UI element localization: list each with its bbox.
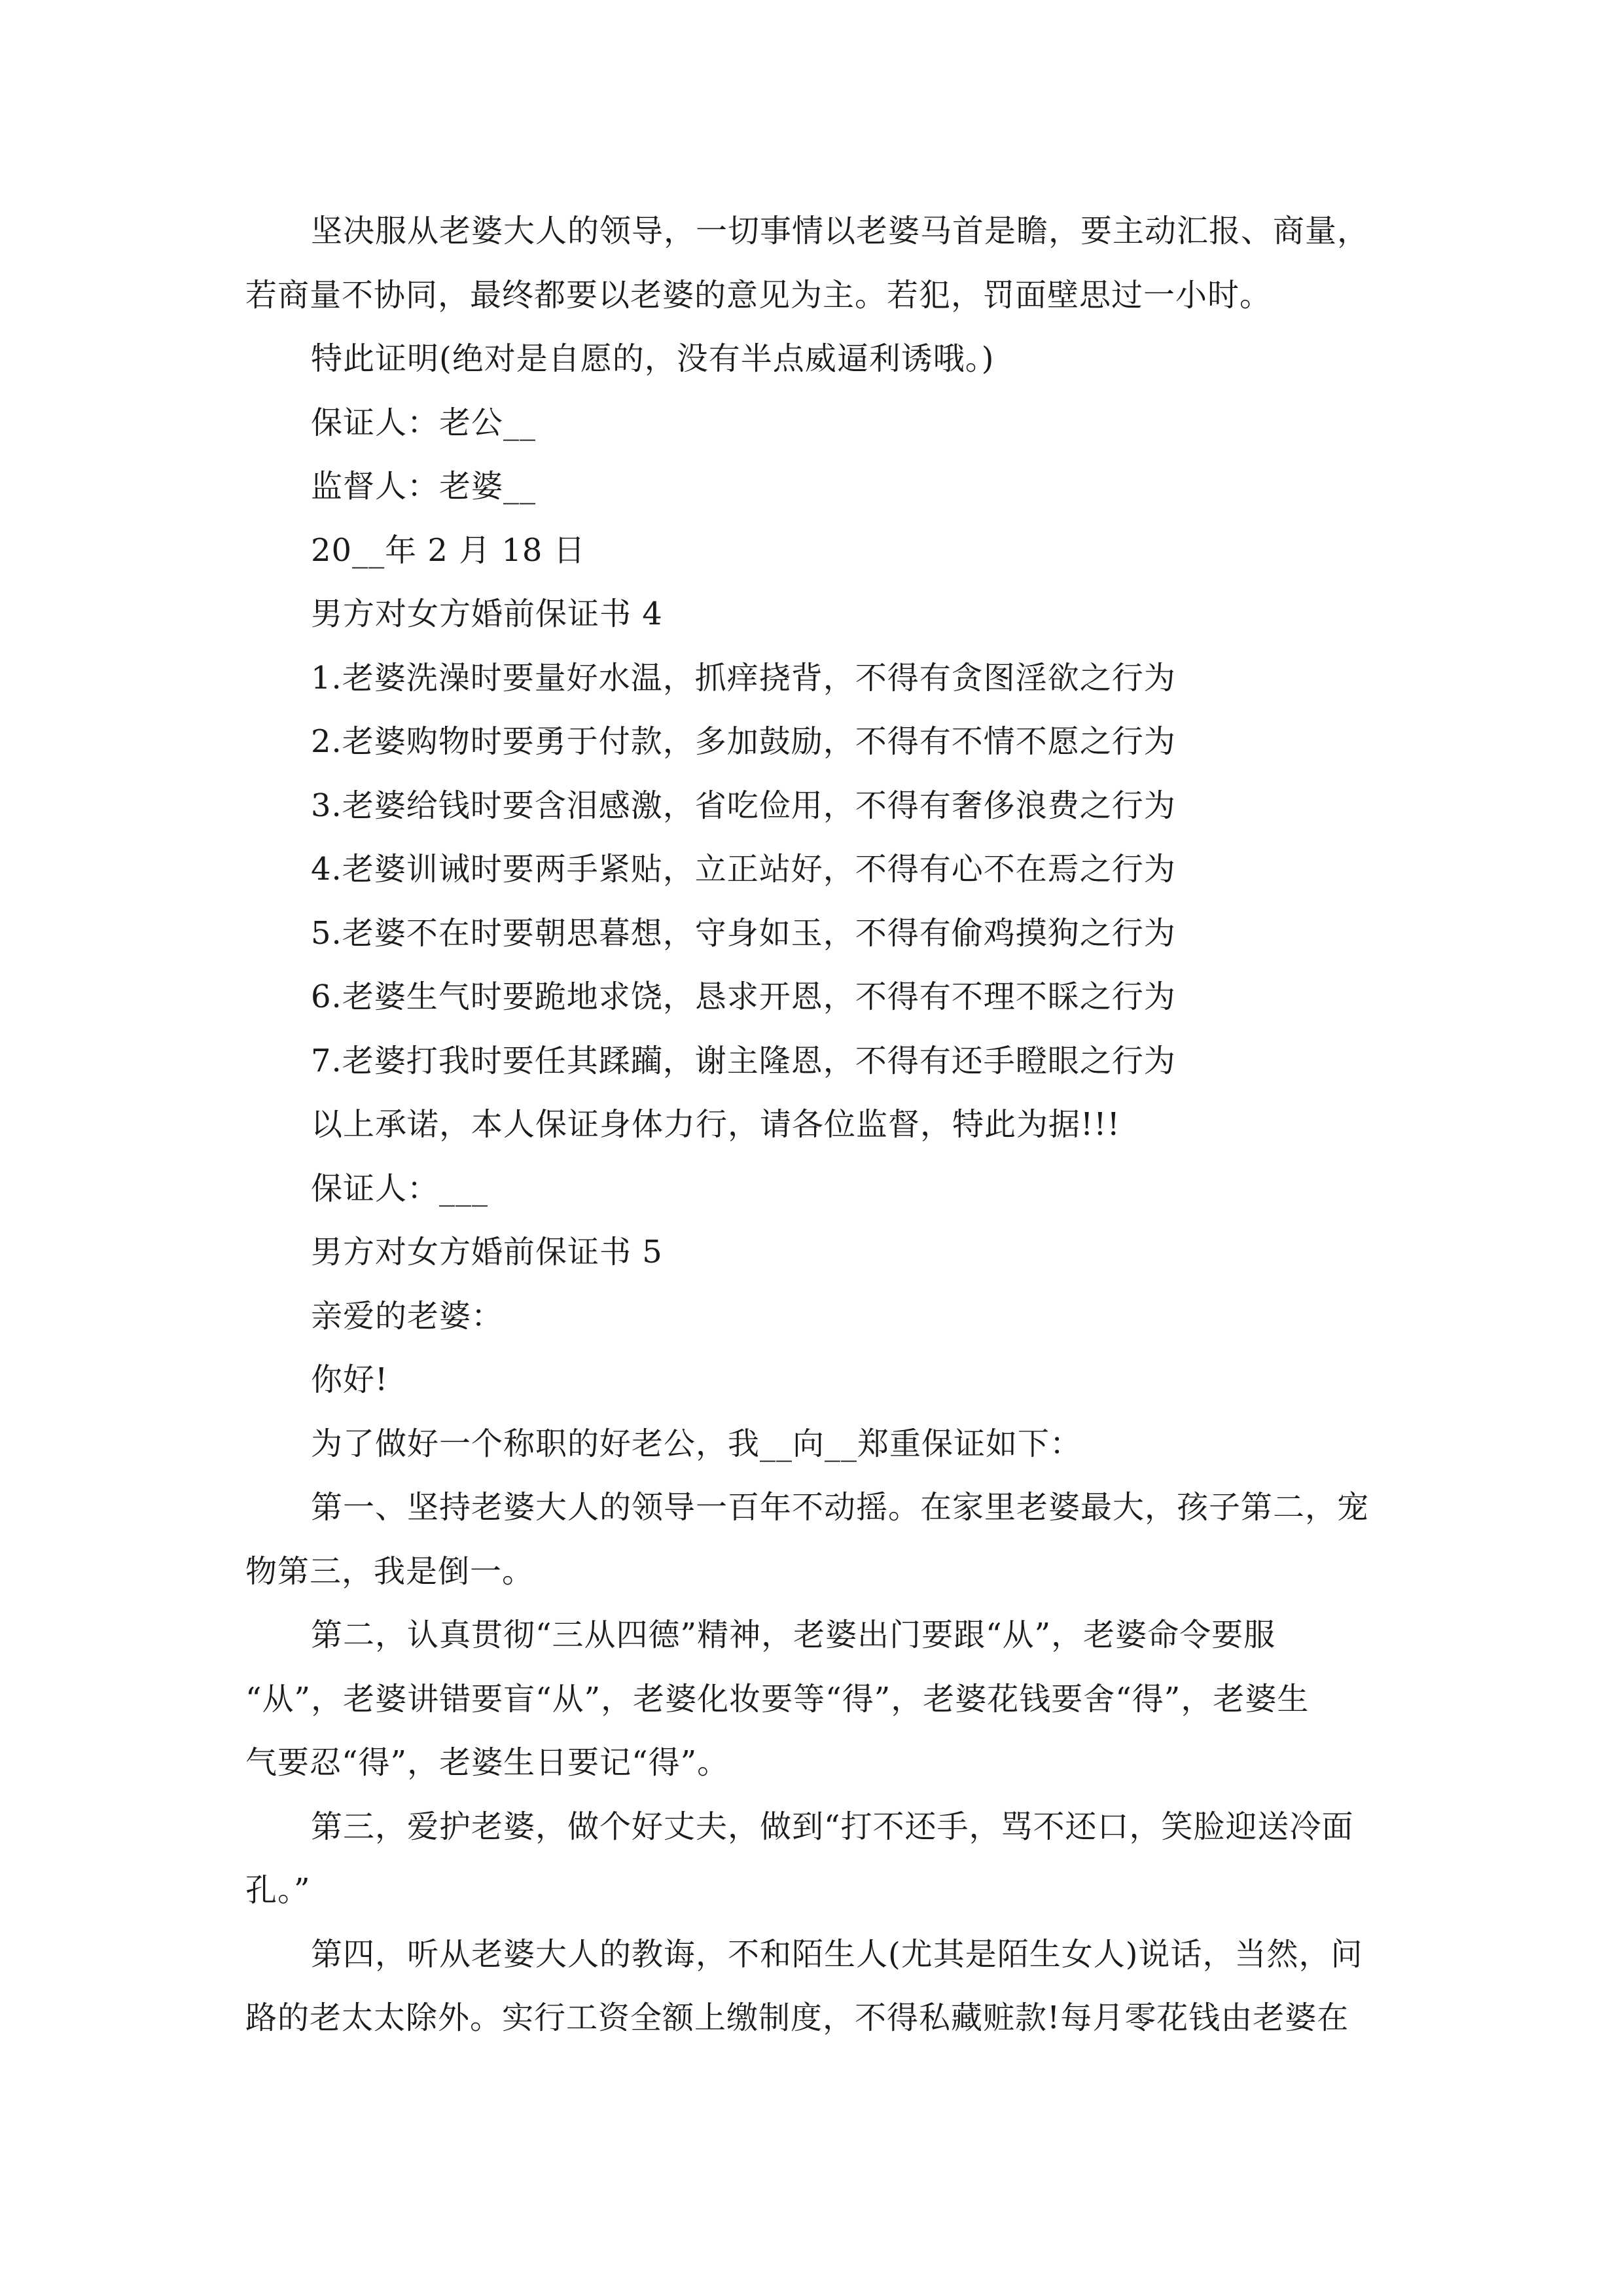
paragraph-line: 第一、坚持老婆大人的领导一百年不动摇。在家里老婆最大，孩子第二，宠 (311, 1489, 1370, 1526)
paragraph-line: 特此证明(绝对是自愿的，没有半点威逼利诱哦。) (311, 340, 995, 377)
paragraph-line: 第四，听从老婆大人的教诲，不和陌生人(尤其是陌生女人)说话，当然，问 (311, 1935, 1363, 1973)
paragraph-line: 路的老太太除外。实行工资全额上缴制度，不得私藏赃款!每月零花钱由老婆在 (245, 2000, 1349, 2036)
section-title: 男方对女方婚前保证书 5 (311, 1234, 663, 1270)
paragraph-line: 以上承诺，本人保证身体力行，请各位监督，特此为据!!! (311, 1106, 1120, 1143)
list-item: 1.老婆洗澡时要量好水温，抓痒挠背，不得有贪图淫欲之行为 (311, 659, 1176, 696)
supervisor-line: 监督人：老婆__ (311, 468, 537, 505)
section-title: 男方对女方婚前保证书 4 (311, 596, 663, 632)
list-item: 5.老婆不在时要朝思暮想，守身如玉，不得有偷鸡摸狗之行为 (311, 914, 1176, 952)
document-body (245, 200, 1378, 2051)
paragraph-line: 若商量不协同，最终都要以老婆的意见为主。若犯，罚面壁思过一小时。 (245, 276, 1272, 314)
date-line: 20__年 2 月 18 日 (311, 531, 586, 569)
paragraph-line: 第三，爱护老婆，做个好丈夫，做到“打不还手，骂不还口，笑脸迎送冷面 (311, 1808, 1354, 1845)
guarantor-line: 保证人：老公__ (311, 404, 537, 441)
list-item: 6.老婆生气时要跪地求饶，恳求开恩，不得有不理不睬之行为 (311, 978, 1176, 1015)
list-item: 3.老婆给钱时要含泪感激，省吃俭用，不得有奢侈浪费之行为 (311, 787, 1176, 824)
list-item: 7.老婆打我时要任其蹂躏，谢主隆恩，不得有还手瞪眼之行为 (311, 1042, 1176, 1079)
paragraph-line: 第二，认真贯彻“三从四德”精神，老婆出门要跟“从”，老婆命令要服 (311, 1617, 1276, 1653)
greeting: 你好! (311, 1361, 389, 1398)
list-item: 2.老婆购物时要勇于付款，多加鼓励，不得有不情不愿之行为 (311, 723, 1176, 760)
paragraph-line: 为了做好一个称职的好老公，我__向__郑重保证如下： (311, 1425, 1082, 1462)
salutation: 亲爱的老婆： (311, 1297, 504, 1335)
paragraph-line: “从”，老婆讲错要盲“从”，老婆化妆要等“得”，老婆花钱要舍“得”，老婆生 (245, 1680, 1310, 1717)
paragraph-line: 坚决服从老婆大人的领导，一切事情以老婆马首是瞻，要主动汇报、商量， (311, 213, 1370, 249)
paragraph-line: 物第三，我是倒一。 (245, 1552, 535, 1590)
guarantor-line: 保证人：___ (311, 1170, 489, 1207)
paragraph-line: 气要忍“得”，老婆生日要记“得”。 (245, 1744, 730, 1781)
paragraph-line: 孔。” (245, 1872, 311, 1909)
list-item: 4.老婆训诫时要两手紧贴，立正站好，不得有心不在焉之行为 (311, 851, 1176, 888)
